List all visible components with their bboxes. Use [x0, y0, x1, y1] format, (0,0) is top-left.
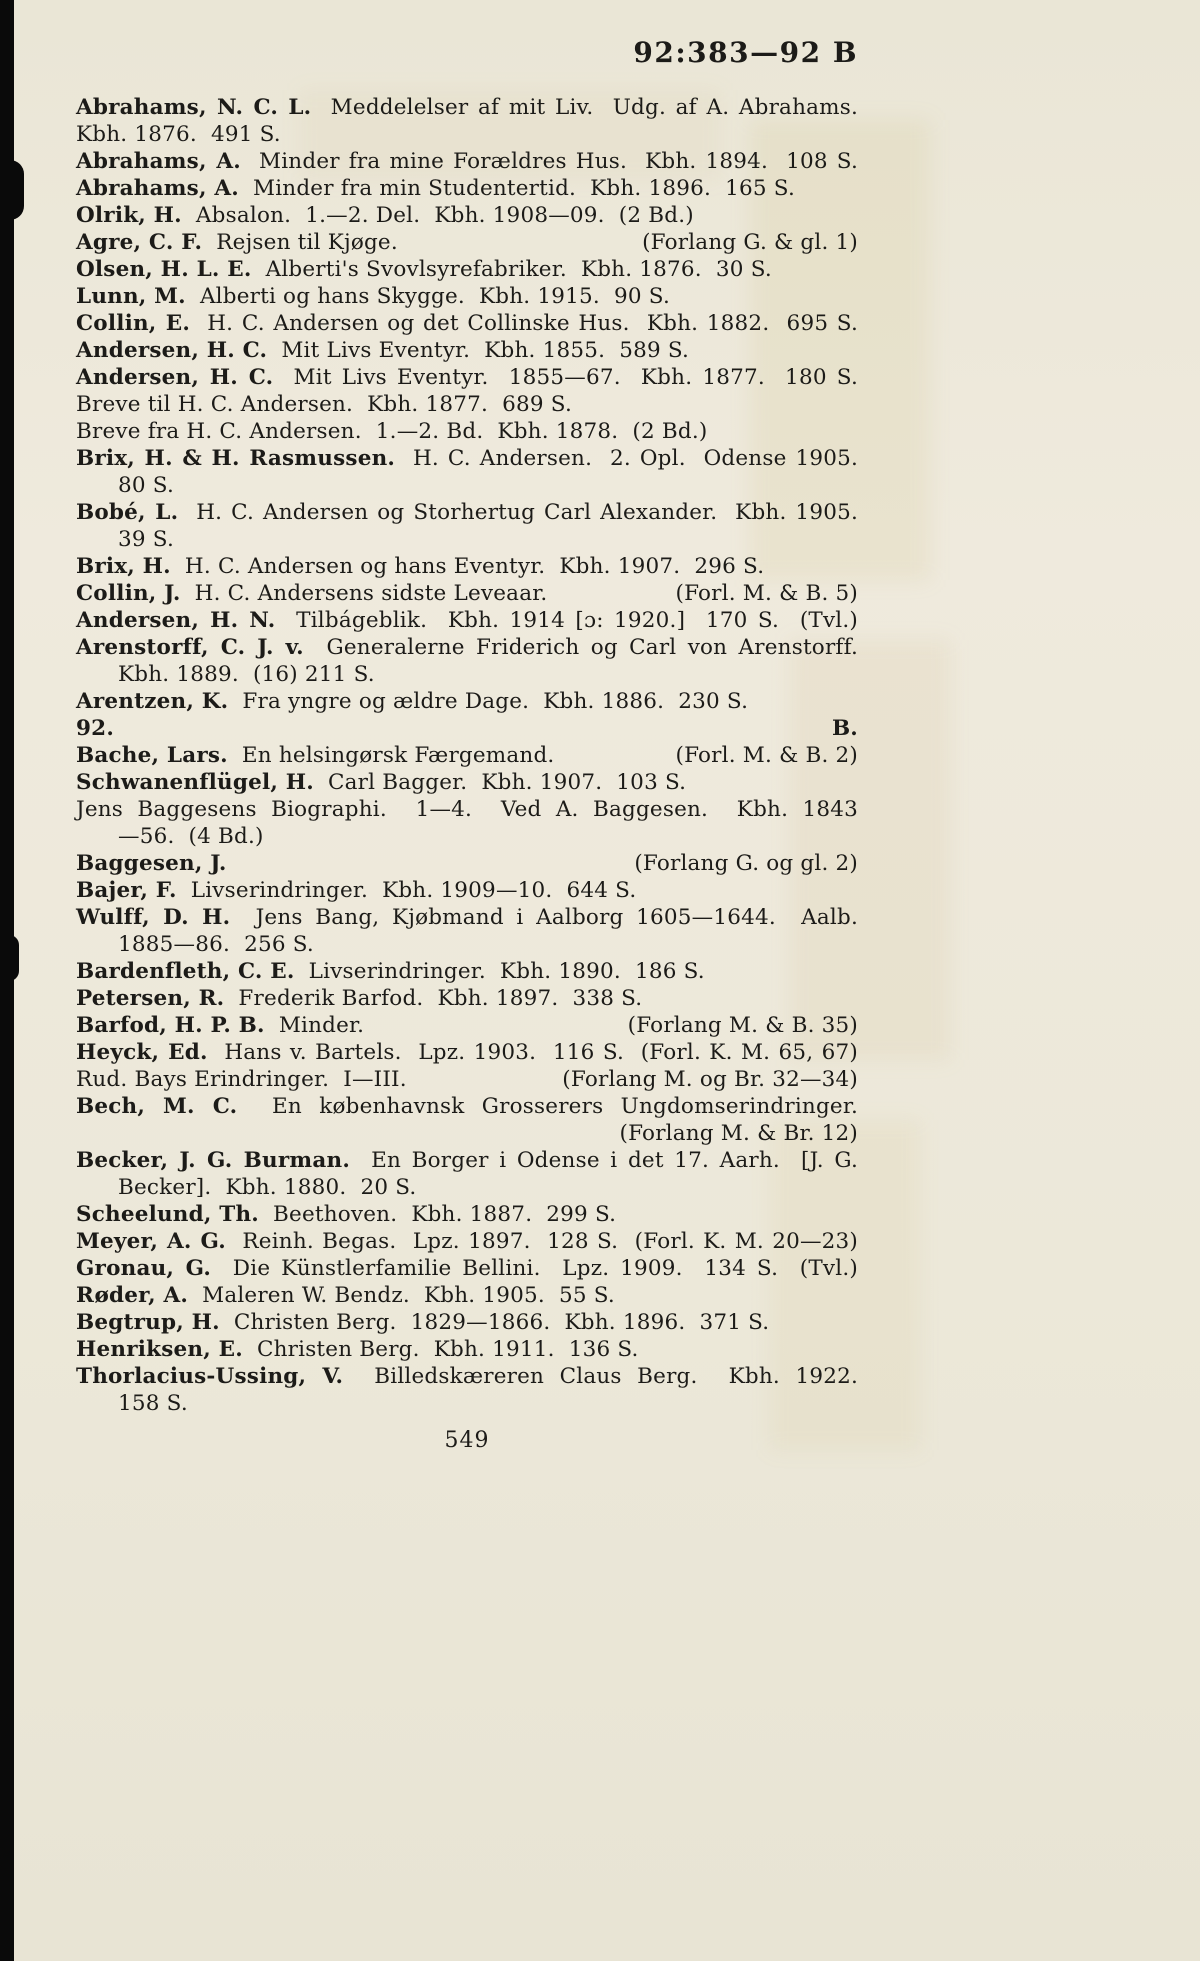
entry-text: H. C. Andersen og det Collinske Hus. Kbh. 1882. 695 S. — [190, 311, 859, 336]
entry-author: Lunn, M. — [76, 284, 186, 309]
entry-line — [76, 256, 858, 283]
entry-line — [76, 418, 858, 445]
entry-author: Wulff, D. H. — [76, 905, 231, 930]
entry-line — [76, 1147, 858, 1174]
entry-text: Meddelelser af mit Liv. Udg. af A. Abrahams. — [311, 95, 858, 120]
entry-text: Christen Berg. Kbh. 1911. 136 S. — [242, 1337, 639, 1362]
entry-reference: (Forlang M. & B. 35) — [627, 1013, 858, 1038]
entry-reference: (Forlang M. & Br. 12) — [619, 1121, 858, 1146]
entry-text: H. C. Andersen og Storhertug Carl Alexander. Kbh. 1905. — [178, 500, 858, 525]
entry-text: —56. (4 Bd.) — [118, 824, 264, 849]
entry-text: Die Künstlerfamilie Bellini. Lpz. 1909. 134 S. (Tvl.) — [211, 1256, 858, 1281]
entry-text: Minder. — [264, 1013, 365, 1038]
page-number: 549 — [444, 1428, 490, 1453]
entry-reference: (Forl. M. & B. 5) — [675, 581, 858, 606]
entry-line — [76, 634, 858, 661]
entry-text: Christen Berg. 1829—1866. Kbh. 1896. 371 S. — [219, 1310, 770, 1335]
entry-text: En københavnsk Grosserers Ungdomserindringer. — [237, 1094, 859, 1119]
entry-reference: (Forlang G. & gl. 1) — [642, 230, 858, 255]
entry-text: Breve fra H. C. Andersen. 1.—2. Bd. Kbh. 1878. (2 Bd.) — [76, 419, 708, 444]
entry-author: Becker, J. G. Burman. — [76, 1148, 351, 1173]
entry-text: Rejsen til Kjøge. — [202, 230, 398, 255]
entry-line — [76, 283, 858, 310]
entry-text: H. C. Andersen og hans Eventyr. Kbh. 1907. 296 S. — [170, 554, 765, 579]
entry-line — [76, 1120, 858, 1147]
entry-line — [76, 1066, 858, 1093]
entry-text: Mit Livs Eventyr. Kbh. 1855. 589 S. — [267, 338, 690, 363]
entry-text: H. C. Andersen. 2. Opl. Odense 1905. — [395, 446, 858, 471]
entry-line — [76, 661, 858, 688]
entry-reference: (Forl. M. & B. 2) — [675, 743, 858, 768]
entry-author: Bardenfleth, C. E. — [76, 959, 295, 984]
entry-line — [76, 364, 858, 391]
entry-text: Maleren W. Bendz. Kbh. 1905. 55 S. — [188, 1283, 615, 1308]
entry-text: Beethoven. Kbh. 1887. 299 S. — [258, 1202, 617, 1227]
entry-line — [76, 202, 858, 229]
entry-line — [76, 175, 858, 202]
entry-line — [76, 958, 858, 985]
entry-text: Kbh. 1889. (16) 211 S. — [118, 662, 375, 687]
entry-line — [76, 607, 858, 634]
entry-line — [76, 148, 858, 175]
entry-author: Bech, M. C. — [76, 1094, 238, 1119]
entry-text: Jens Bang, Kjøbmand i Aalborg 1605—1644. Aalb. — [230, 905, 858, 930]
entry-line — [76, 526, 858, 553]
entry-author: Olrik, H. — [76, 203, 182, 228]
entry-text: Livserindringer. Kbh. 1909—10. 644 S. — [176, 878, 637, 903]
entry-line — [76, 553, 858, 580]
entry-line — [76, 121, 858, 148]
entry-text: Kbh. 1876. 491 S. — [76, 122, 281, 147]
entry-text: Livserindringer. Kbh. 1890. 186 S. — [294, 959, 705, 984]
entry-text: Tilbágeblik. Kbh. 1914 [ɔ: 1920.] 170 S. (Tvl.) — [275, 608, 858, 633]
entry-line — [76, 499, 858, 526]
entry-text: Generalerne Friderich og Carl von Arenstorff. — [303, 635, 858, 660]
entry-author: Bajer, F. — [76, 878, 177, 903]
entry-line — [76, 1093, 858, 1120]
entry-author: Schwanenflügel, H. — [76, 770, 314, 795]
entry-line — [76, 985, 858, 1012]
entry-author: Bache, Lars. — [76, 743, 228, 768]
entry-line — [76, 1255, 858, 1282]
entry-author: Scheelund, Th. — [76, 1202, 259, 1227]
entry-line — [76, 769, 858, 796]
entry-text: Rud. Bays Erindringer. I—III. — [76, 1067, 407, 1092]
entry-author: Agre, C. F. — [76, 230, 203, 255]
entry-line — [76, 931, 858, 958]
entry-author: Brix, H. — [76, 554, 171, 579]
entry-author: Thorlacius-Ussing, V. — [76, 1364, 344, 1389]
entry-line — [76, 229, 858, 256]
entry-author: Brix, H. & H. Rasmussen. — [76, 446, 396, 471]
entry-author: Bobé, L. — [76, 500, 179, 525]
entry-author: Abrahams, N. C. L. — [76, 95, 312, 120]
entry-author: Collin, E. — [76, 311, 191, 336]
entry-text: 1885—86. 256 S. — [118, 932, 314, 957]
entry-text: En Borger i Odense i det 17. Aarh. [J. G. — [350, 1148, 858, 1173]
entry-line — [76, 580, 858, 607]
entry-author: Arenstorff, C. J. v. — [76, 635, 304, 660]
entry-author: Andersen, H. C. — [76, 365, 274, 390]
entry-text: Reinh. Begas. Lpz. 1897. 128 S. (Forl. K. M. 20—23) — [225, 1229, 858, 1254]
entry-line — [76, 904, 858, 931]
entry-text: H. C. Andersens sidste Leveaar. — [180, 581, 548, 606]
entry-text: Minder fra mine Forældres Hus. Kbh. 1894. 108 S. — [240, 149, 858, 174]
entry-line — [76, 310, 858, 337]
entry-line — [76, 1012, 858, 1039]
scan-artifact — [0, 160, 24, 220]
entry-author: 92. — [76, 716, 115, 741]
entry-author: Abrahams, A. — [76, 176, 239, 201]
entry-reference: (Forlang G. og gl. 2) — [634, 851, 858, 876]
entry-line — [76, 337, 858, 364]
entry-text: Billedskæreren Claus Berg. Kbh. 1922. — [343, 1364, 858, 1389]
entry-line — [76, 715, 858, 742]
entry-author: Arentzen, K. — [76, 689, 229, 714]
entry-text: En helsingørsk Færgemand. — [227, 743, 555, 768]
entry-author: Meyer, A. G. — [76, 1229, 226, 1254]
entry-author: Collin, J. — [76, 581, 181, 606]
entry-author: Røder, A. — [76, 1283, 189, 1308]
entry-text: Hans v. Bartels. Lpz. 1903. 116 S. (Forl. K. M. 65, 67) — [207, 1040, 858, 1065]
entry-line — [76, 823, 858, 850]
entry-line — [76, 1309, 858, 1336]
entry-line — [76, 742, 858, 769]
running-head-catalog-number: 92:383—92 B — [633, 36, 858, 69]
entry-text: Fra yngre og ældre Dage. Kbh. 1886. 230 S. — [228, 689, 749, 714]
entry-line — [76, 1174, 858, 1201]
entry-text: Becker]. Kbh. 1880. 20 S. — [118, 1175, 417, 1200]
entry-text: Mit Livs Eventyr. 1855—67. Kbh. 1877. 180 S. — [273, 365, 858, 390]
entry-author: Begtrup, H. — [76, 1310, 220, 1335]
entry-line — [76, 1201, 858, 1228]
entry-line — [76, 850, 858, 877]
entry-author: Abrahams, A. — [76, 149, 241, 174]
entry-line — [76, 1228, 858, 1255]
entry-text: Alberti og hans Skygge. Kbh. 1915. 90 S. — [185, 284, 670, 309]
entry-author: Olsen, H. L. E. — [76, 257, 252, 282]
scan-artifact — [0, 935, 19, 981]
entry-line — [76, 877, 858, 904]
entry-line — [76, 688, 858, 715]
entry-line — [76, 1039, 858, 1066]
entry-text: Jens Baggesens Biographi. 1—4. Ved A. Baggesen. Kbh. 1843 — [76, 797, 858, 822]
entry-line — [76, 1282, 858, 1309]
entry-line — [76, 472, 858, 499]
entry-author: Petersen, R. — [76, 986, 225, 1011]
entry-author: Andersen, H. C. — [76, 338, 268, 363]
entry-author: Andersen, H. N. — [76, 608, 276, 633]
entry-reference: (Forlang M. og Br. 32—34) — [562, 1067, 858, 1092]
entry-line — [76, 796, 858, 823]
entry-text: 80 S. — [118, 473, 174, 498]
entry-text: Carl Bagger. Kbh. 1907. 103 S. — [313, 770, 687, 795]
entry-reference: B. — [831, 716, 858, 741]
entry-author: Barfod, H. P. B. — [76, 1013, 265, 1038]
entry-text: Minder fra min Studentertid. Kbh. 1896. 165 S. — [238, 176, 795, 201]
entry-author: Gronau, G. — [76, 1256, 212, 1281]
entry-text: 39 S. — [118, 527, 174, 552]
entry-text: Absalon. 1.—2. Del. Kbh. 1908—09. (2 Bd.) — [181, 203, 694, 228]
entry-author: Henriksen, E. — [76, 1337, 243, 1362]
entry-line — [76, 1363, 858, 1390]
entry-author: Heyck, Ed. — [76, 1040, 208, 1065]
entry-line — [76, 94, 858, 121]
entry-line — [76, 445, 858, 472]
entry-text: Breve til H. C. Andersen. Kbh. 1877. 689 S. — [76, 392, 572, 417]
entry-text: Frederik Barfod. Kbh. 1897. 338 S. — [224, 986, 643, 1011]
entry-author: Baggesen, J. — [76, 851, 227, 876]
entry-line — [76, 1336, 858, 1363]
entry-text: 158 S. — [118, 1391, 188, 1416]
bibliography-text — [76, 94, 858, 1417]
entry-line — [76, 391, 858, 418]
entry-line — [76, 1390, 858, 1417]
entry-text: Alberti's Svovlsyrefabriker. Kbh. 1876. 30 S. — [251, 257, 772, 282]
